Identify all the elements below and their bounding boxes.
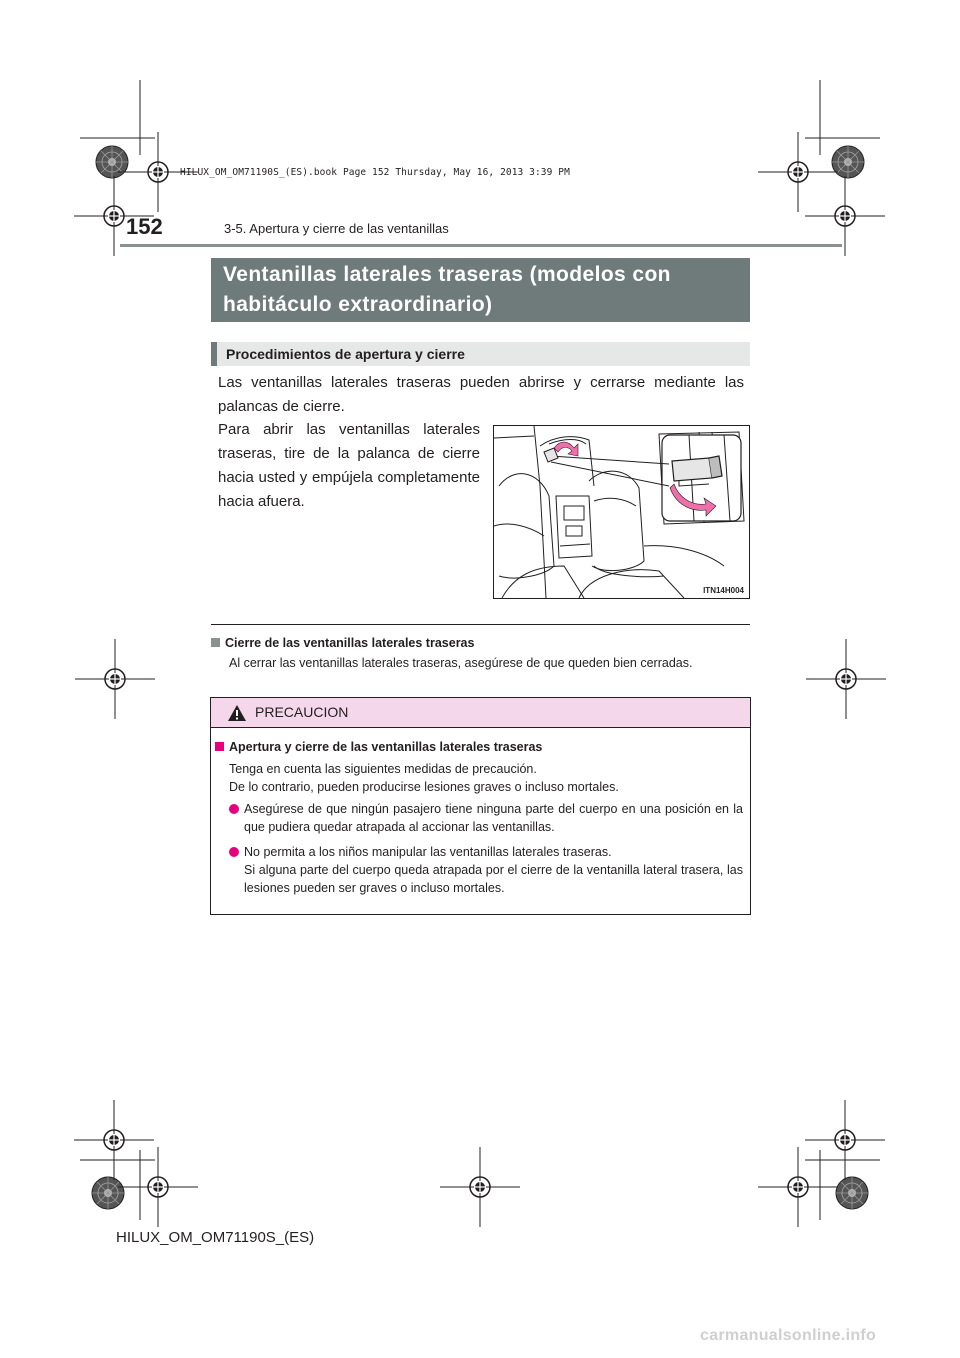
bullet-dot-icon [229,847,239,857]
print-header: HILUX_OM_OM71190S_(ES).book Page 152 Thursday, May 16, 2013 3:39 PM [180,167,570,178]
caution-heading-text: Apertura y cierre de las ventanillas laterales traseras [229,740,543,754]
breadcrumb: 3-5. Apertura y cierre de las ventanillas [224,221,449,236]
instruction-paragraph: Para abrir las ventanillas laterales traseras, tire de la palanca de cierre hacia usted y empújela completamente hacia afuera. [218,421,480,510]
intro-paragraph: Las ventanillas laterales traseras pueden abrirse y cerrarse mediante las palancas de cierre. [218,374,744,415]
subsection-title: Procedimientos de apertura y cierre [211,342,750,366]
caution-bullet-2 [229,843,743,897]
section-title [211,258,750,322]
figure-label: ITN14H004 [703,586,744,595]
header-rule [120,244,842,247]
page-number: 152 [126,214,163,239]
watermark: carmanualsonline.info [700,1327,877,1344]
caution-heading [215,740,542,754]
caution-intro-line2: De lo contrario, pueden producirse lesiones graves o incluso mortales. [229,780,619,794]
bullet-dot-icon [229,804,239,814]
caution-bullet-2-line2: Si alguna parte del cuerpo queda atrapada por el cierre de la ventanilla lateral trasera, las lesiones pueden ser graves o incluso mortales. [244,863,743,895]
caution-box [210,697,751,915]
caution-header [211,698,750,728]
caution-bullet-2-line1: No permita a los niños manipular las ventanillas laterales traseras. [244,845,612,859]
section-title-line2: habitáculo extraordinario) [223,293,493,316]
caution-title: PRECAUCION [255,704,349,720]
note-body: Al cerrar las ventanillas laterales traseras, asegúrese de que queden bien cerradas. [229,656,693,670]
interior-drawing [494,426,749,598]
window-lever-illustration [493,425,750,599]
caution-bullet-1 [229,800,743,836]
caution-bullet-1-text: Asegúrese de que ningún pasajero tiene ninguna parte del cuerpo en una posición en la que pudiera quedar atrapada al accionar las ventanillas. [244,802,743,834]
note-heading [211,636,474,650]
square-bullet-icon [215,742,224,751]
section-title-line1: Ventanillas laterales traseras (modelos con [223,263,671,286]
footer-doc-code: HILUX_OM_OM71190S_(ES) [116,1229,315,1246]
square-bullet-icon [211,638,220,647]
caution-intro [229,760,619,796]
section-divider [211,624,750,625]
note-heading-text: Cierre de las ventanillas laterales traseras [225,636,475,650]
caution-intro-line1: Tenga en cuenta las siguientes medidas de precaución. [229,762,537,776]
warning-triangle-icon [227,704,247,722]
